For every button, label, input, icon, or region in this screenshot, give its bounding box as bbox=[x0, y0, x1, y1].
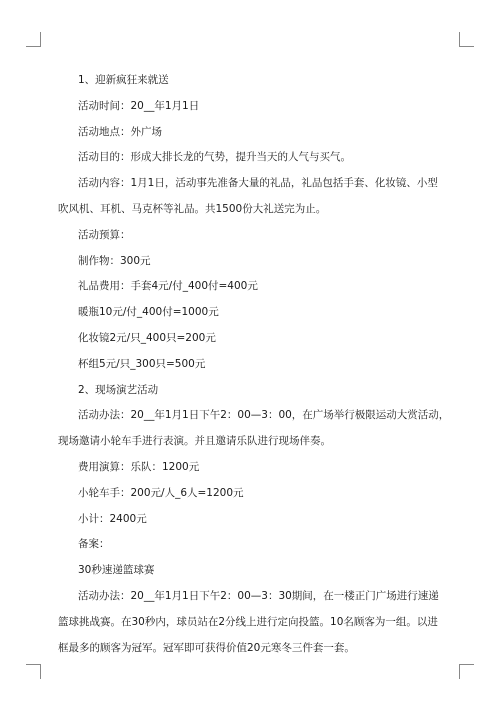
paragraph: 小计：2400元 bbox=[78, 512, 147, 525]
paragraph-continuation: 篮球挑战赛。在30秒内，球员站在2分线上进行定向投篮。10名顾客为一组。以进 bbox=[58, 615, 438, 628]
paragraph: 制作物：300元 bbox=[78, 254, 151, 267]
paragraph: 活动内容：1月1日，活动事先准备大量的礼品，礼品包括手套、化妆镜、小型 bbox=[78, 177, 438, 190]
paragraph: 活动办法：20__年1月1日下午2：00—3：00，在广场举行极限运动大赏活动， bbox=[78, 409, 450, 422]
paragraph: 活动时间：20__年1月1日 bbox=[78, 99, 200, 112]
paragraph-continuation: 框最多的顾客为冠军。冠军即可获得价值20元寒冬三件套一套。 bbox=[58, 641, 355, 654]
document-body bbox=[58, 68, 450, 661]
paragraph: 杯组5元/只_300只=500元 bbox=[78, 357, 206, 370]
paragraph: 化妆镜2元/只_400只=200元 bbox=[78, 331, 216, 344]
paragraph: 30秒速递篮球赛 bbox=[78, 564, 155, 577]
paragraph: 活动办法：20__年1月1日下午2：00—3：30期间，在一楼正门广场进行速递 bbox=[78, 589, 439, 602]
crop-mark-top-right bbox=[459, 32, 474, 47]
crop-mark-top-left bbox=[26, 32, 41, 47]
paragraph: 礼品费用：手套4元/付_400付=400元 bbox=[78, 280, 258, 293]
section-heading: 2、现场演艺活动 bbox=[78, 383, 159, 396]
paragraph-continuation: 吹风机、耳机、马克杯等礼品。共1500份大礼送完为止。 bbox=[58, 202, 327, 215]
paragraph: 小轮车手：200元/人_6人=1200元 bbox=[78, 486, 244, 499]
paragraph: 活动地点：外广场 bbox=[78, 125, 162, 138]
crop-mark-bottom-left bbox=[26, 664, 41, 679]
paragraph: 活动目的：形成大排长龙的气势，提升当天的人气与买气。 bbox=[78, 151, 351, 164]
crop-mark-bottom-right bbox=[459, 664, 474, 679]
paragraph: 费用演算：乐队：1200元 bbox=[78, 460, 200, 473]
paragraph: 暖瓶10元/付_400付=1000元 bbox=[78, 306, 219, 319]
paragraph-continuation: 现场邀请小轮车手进行表演。并且邀请乐队进行现场伴奏。 bbox=[58, 435, 331, 448]
section-heading: 1、迎新疯狂来就送 bbox=[78, 74, 169, 86]
paragraph: 活动预算： bbox=[78, 228, 131, 241]
paragraph: 备案： bbox=[78, 538, 110, 551]
